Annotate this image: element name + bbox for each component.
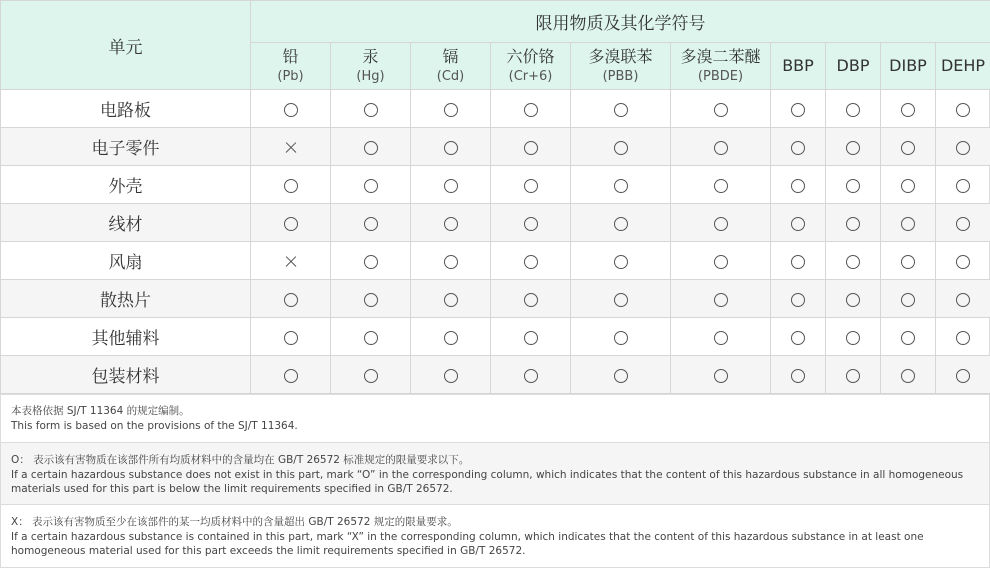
within-limit-circle-icon xyxy=(901,331,915,345)
substance-cell xyxy=(771,128,826,166)
substance-cell xyxy=(331,242,411,280)
substance-cell xyxy=(251,356,331,394)
within-limit-circle-icon xyxy=(524,179,538,193)
substance-symbol: (Cd) xyxy=(411,68,490,85)
substance-cell xyxy=(936,356,990,394)
substance-cell xyxy=(936,90,990,128)
substance-cell xyxy=(491,356,571,394)
x-mark-note-en: If a certain hazardous substance is contained in this part, mark “X” in the corresponding column, which indicates that the content of this hazardous substance in at least one homogeneous material used for this part exceeds the limit requirements specified in GB/T 26572. xyxy=(11,530,979,559)
substance-cell xyxy=(491,280,571,318)
within-limit-circle-icon xyxy=(284,179,298,193)
within-limit-circle-icon xyxy=(846,141,860,155)
substance-cell xyxy=(826,166,881,204)
within-limit-circle-icon xyxy=(791,293,805,307)
substance-name: DBP xyxy=(826,56,880,76)
substance-cell xyxy=(936,128,990,166)
table-header xyxy=(1,1,990,90)
substance-header xyxy=(491,43,571,90)
within-limit-circle-icon xyxy=(444,255,458,269)
within-limit-circle-icon xyxy=(714,179,728,193)
within-limit-circle-icon xyxy=(284,293,298,307)
substance-cell xyxy=(491,318,571,356)
substance-cell xyxy=(771,204,826,242)
within-limit-circle-icon xyxy=(901,179,915,193)
within-limit-circle-icon xyxy=(901,103,915,117)
substance-name: 六价铬 xyxy=(491,47,570,67)
substance-name: 镉 xyxy=(411,47,490,67)
within-limit-circle-icon xyxy=(614,141,628,155)
substance-cell xyxy=(331,356,411,394)
substance-cell xyxy=(251,242,331,280)
substance-header xyxy=(571,43,671,90)
within-limit-circle-icon xyxy=(444,217,458,231)
table-row xyxy=(1,318,990,356)
substance-cell xyxy=(331,204,411,242)
within-limit-circle-icon xyxy=(901,293,915,307)
substance-cell xyxy=(826,204,881,242)
substance-cell xyxy=(411,318,491,356)
substance-cell xyxy=(411,166,491,204)
substance-cell xyxy=(491,128,571,166)
basis-note xyxy=(1,394,989,442)
within-limit-circle-icon xyxy=(956,293,970,307)
substance-header xyxy=(671,43,771,90)
substance-cell xyxy=(671,128,771,166)
within-limit-circle-icon xyxy=(444,369,458,383)
substance-cell xyxy=(881,280,936,318)
substance-cell xyxy=(671,356,771,394)
substance-cell xyxy=(671,204,771,242)
substance-cell xyxy=(411,204,491,242)
within-limit-circle-icon xyxy=(284,103,298,117)
within-limit-circle-icon xyxy=(846,369,860,383)
substance-header xyxy=(411,43,491,90)
substance-cell xyxy=(671,280,771,318)
substance-cell xyxy=(671,90,771,128)
exceeds-limit-cross-icon xyxy=(284,141,298,155)
substance-symbol: (PBB) xyxy=(571,68,670,85)
within-limit-circle-icon xyxy=(614,293,628,307)
substance-cell xyxy=(251,90,331,128)
within-limit-circle-icon xyxy=(714,293,728,307)
substance-cell xyxy=(771,242,826,280)
substance-cell xyxy=(826,280,881,318)
substance-cell xyxy=(826,318,881,356)
substance-header xyxy=(771,43,826,90)
substance-cell xyxy=(826,90,881,128)
part-name: 其他辅料 xyxy=(1,318,251,356)
within-limit-circle-icon xyxy=(284,331,298,345)
substance-symbol: (Pb) xyxy=(251,68,330,85)
within-limit-circle-icon xyxy=(524,103,538,117)
within-limit-circle-icon xyxy=(614,331,628,345)
within-limit-circle-icon xyxy=(901,217,915,231)
within-limit-circle-icon xyxy=(846,255,860,269)
substance-cell xyxy=(251,280,331,318)
substance-cell xyxy=(771,318,826,356)
within-limit-circle-icon xyxy=(901,141,915,155)
substance-name: 多溴二苯醚 xyxy=(671,47,770,67)
table-row xyxy=(1,242,990,280)
substance-cell xyxy=(826,356,881,394)
substance-cell xyxy=(251,204,331,242)
table-row xyxy=(1,90,990,128)
substance-cell xyxy=(936,318,990,356)
substance-symbol: (Hg) xyxy=(331,68,410,85)
within-limit-circle-icon xyxy=(791,141,805,155)
substance-name: DIBP xyxy=(881,56,935,76)
within-limit-circle-icon xyxy=(956,331,970,345)
within-limit-circle-icon xyxy=(714,217,728,231)
within-limit-circle-icon xyxy=(524,141,538,155)
substance-cell xyxy=(571,90,671,128)
within-limit-circle-icon xyxy=(791,103,805,117)
within-limit-circle-icon xyxy=(846,103,860,117)
within-limit-circle-icon xyxy=(444,141,458,155)
substance-cell xyxy=(826,242,881,280)
within-limit-circle-icon xyxy=(791,369,805,383)
substance-cell xyxy=(881,166,936,204)
within-limit-circle-icon xyxy=(614,217,628,231)
within-limit-circle-icon xyxy=(791,179,805,193)
within-limit-circle-icon xyxy=(364,217,378,231)
substance-cell xyxy=(331,166,411,204)
within-limit-circle-icon xyxy=(444,103,458,117)
substance-cell xyxy=(331,318,411,356)
substance-cell xyxy=(491,166,571,204)
part-name: 风扇 xyxy=(1,242,251,280)
substance-header xyxy=(826,43,881,90)
substance-cell xyxy=(881,204,936,242)
table-row xyxy=(1,204,990,242)
substance-cell xyxy=(936,280,990,318)
substance-cell xyxy=(881,356,936,394)
within-limit-circle-icon xyxy=(714,331,728,345)
within-limit-circle-icon xyxy=(524,255,538,269)
within-limit-circle-icon xyxy=(846,217,860,231)
substance-cell xyxy=(771,166,826,204)
part-name: 外壳 xyxy=(1,166,251,204)
within-limit-circle-icon xyxy=(956,255,970,269)
table-row xyxy=(1,166,990,204)
substance-cell xyxy=(411,356,491,394)
within-limit-circle-icon xyxy=(791,255,805,269)
substance-name: BBP xyxy=(771,56,825,76)
table-row xyxy=(1,356,990,394)
within-limit-circle-icon xyxy=(614,369,628,383)
within-limit-circle-icon xyxy=(956,141,970,155)
substance-cell xyxy=(771,280,826,318)
within-limit-circle-icon xyxy=(714,255,728,269)
part-name: 线材 xyxy=(1,204,251,242)
substance-name: DEHP xyxy=(936,56,990,76)
substance-cell xyxy=(411,280,491,318)
substance-cell xyxy=(251,318,331,356)
within-limit-circle-icon xyxy=(364,369,378,383)
within-limit-circle-icon xyxy=(791,217,805,231)
substance-symbol: (Cr+6) xyxy=(491,68,570,85)
substance-cell xyxy=(571,280,671,318)
o-mark-note-en: If a certain hazardous substance does not exist in this part, mark “O” in the corresponding column, which indicates that the content of this hazardous substance in all homogeneous materials used for this part is below the limit requirements specified in GB/T 26572. xyxy=(11,468,979,497)
substance-group-header: 限用物质及其化学符号 xyxy=(251,1,990,43)
substance-cell xyxy=(571,318,671,356)
within-limit-circle-icon xyxy=(444,293,458,307)
substance-cell xyxy=(491,90,571,128)
within-limit-circle-icon xyxy=(956,217,970,231)
substance-cell xyxy=(671,318,771,356)
within-limit-circle-icon xyxy=(364,331,378,345)
unit-header: 单元 xyxy=(1,1,251,90)
table-row xyxy=(1,128,990,166)
substance-cell xyxy=(571,356,671,394)
part-name: 散热片 xyxy=(1,280,251,318)
within-limit-circle-icon xyxy=(524,331,538,345)
substance-header xyxy=(251,43,331,90)
within-limit-circle-icon xyxy=(364,255,378,269)
substance-cell xyxy=(571,166,671,204)
within-limit-circle-icon xyxy=(714,369,728,383)
table-row xyxy=(1,280,990,318)
within-limit-circle-icon xyxy=(714,103,728,117)
within-limit-circle-icon xyxy=(846,293,860,307)
basis-note-en: This form is based on the provisions of the SJ/T 11364. xyxy=(11,419,979,434)
substance-header xyxy=(936,43,990,90)
within-limit-circle-icon xyxy=(524,293,538,307)
substance-cell xyxy=(881,242,936,280)
substance-cell xyxy=(881,90,936,128)
substance-name: 汞 xyxy=(331,47,410,67)
within-limit-circle-icon xyxy=(444,179,458,193)
substance-cell xyxy=(251,166,331,204)
within-limit-circle-icon xyxy=(524,217,538,231)
within-limit-circle-icon xyxy=(364,141,378,155)
table-body xyxy=(1,90,990,394)
substance-cell xyxy=(491,242,571,280)
within-limit-circle-icon xyxy=(614,103,628,117)
substance-cell xyxy=(936,204,990,242)
within-limit-circle-icon xyxy=(791,331,805,345)
within-limit-circle-icon xyxy=(846,179,860,193)
within-limit-circle-icon xyxy=(614,255,628,269)
within-limit-circle-icon xyxy=(614,179,628,193)
substance-cell xyxy=(936,166,990,204)
substance-cell xyxy=(671,166,771,204)
within-limit-circle-icon xyxy=(956,179,970,193)
x-mark-note-zh: X： 表示该有害物质至少在该部件的某一均质材料中的含量超出 GB/T 26572 规定的限量要求。 xyxy=(11,515,979,530)
substance-name: 多溴联苯 xyxy=(571,47,670,67)
within-limit-circle-icon xyxy=(444,331,458,345)
basis-note-zh: 本表格依据 SJ/T 11364 的规定编制。 xyxy=(11,404,979,419)
substance-symbol: (PBDE) xyxy=(671,68,770,85)
within-limit-circle-icon xyxy=(364,103,378,117)
substance-cell xyxy=(936,242,990,280)
substance-cell xyxy=(411,90,491,128)
substance-cell xyxy=(571,204,671,242)
substance-cell xyxy=(251,128,331,166)
within-limit-circle-icon xyxy=(956,103,970,117)
part-name: 包装材料 xyxy=(1,356,251,394)
within-limit-circle-icon xyxy=(364,179,378,193)
substance-cell xyxy=(771,90,826,128)
substance-cell xyxy=(826,128,881,166)
substance-cell xyxy=(491,204,571,242)
within-limit-circle-icon xyxy=(284,369,298,383)
substance-cell xyxy=(411,128,491,166)
within-limit-circle-icon xyxy=(524,369,538,383)
substance-cell xyxy=(771,356,826,394)
substance-name: 铅 xyxy=(251,47,330,67)
within-limit-circle-icon xyxy=(956,369,970,383)
within-limit-circle-icon xyxy=(901,255,915,269)
within-limit-circle-icon xyxy=(846,331,860,345)
substance-cell xyxy=(411,242,491,280)
o-mark-note-zh: O： 表示该有害物质在该部件所有均质材料中的含量均在 GB/T 26572 标准规定的限量要求以下。 xyxy=(11,453,979,468)
x-mark-note xyxy=(1,504,989,567)
substance-cell xyxy=(671,242,771,280)
substance-cell xyxy=(571,128,671,166)
part-name: 电路板 xyxy=(1,90,251,128)
substance-cell xyxy=(331,128,411,166)
substance-cell xyxy=(571,242,671,280)
substance-header xyxy=(881,43,936,90)
o-mark-note xyxy=(1,442,989,504)
substance-cell xyxy=(881,128,936,166)
within-limit-circle-icon xyxy=(714,141,728,155)
exceeds-limit-cross-icon xyxy=(284,255,298,269)
within-limit-circle-icon xyxy=(284,217,298,231)
substance-cell xyxy=(331,280,411,318)
substance-header xyxy=(331,43,411,90)
substance-cell xyxy=(881,318,936,356)
within-limit-circle-icon xyxy=(364,293,378,307)
part-name: 电子零件 xyxy=(1,128,251,166)
substance-cell xyxy=(331,90,411,128)
within-limit-circle-icon xyxy=(901,369,915,383)
